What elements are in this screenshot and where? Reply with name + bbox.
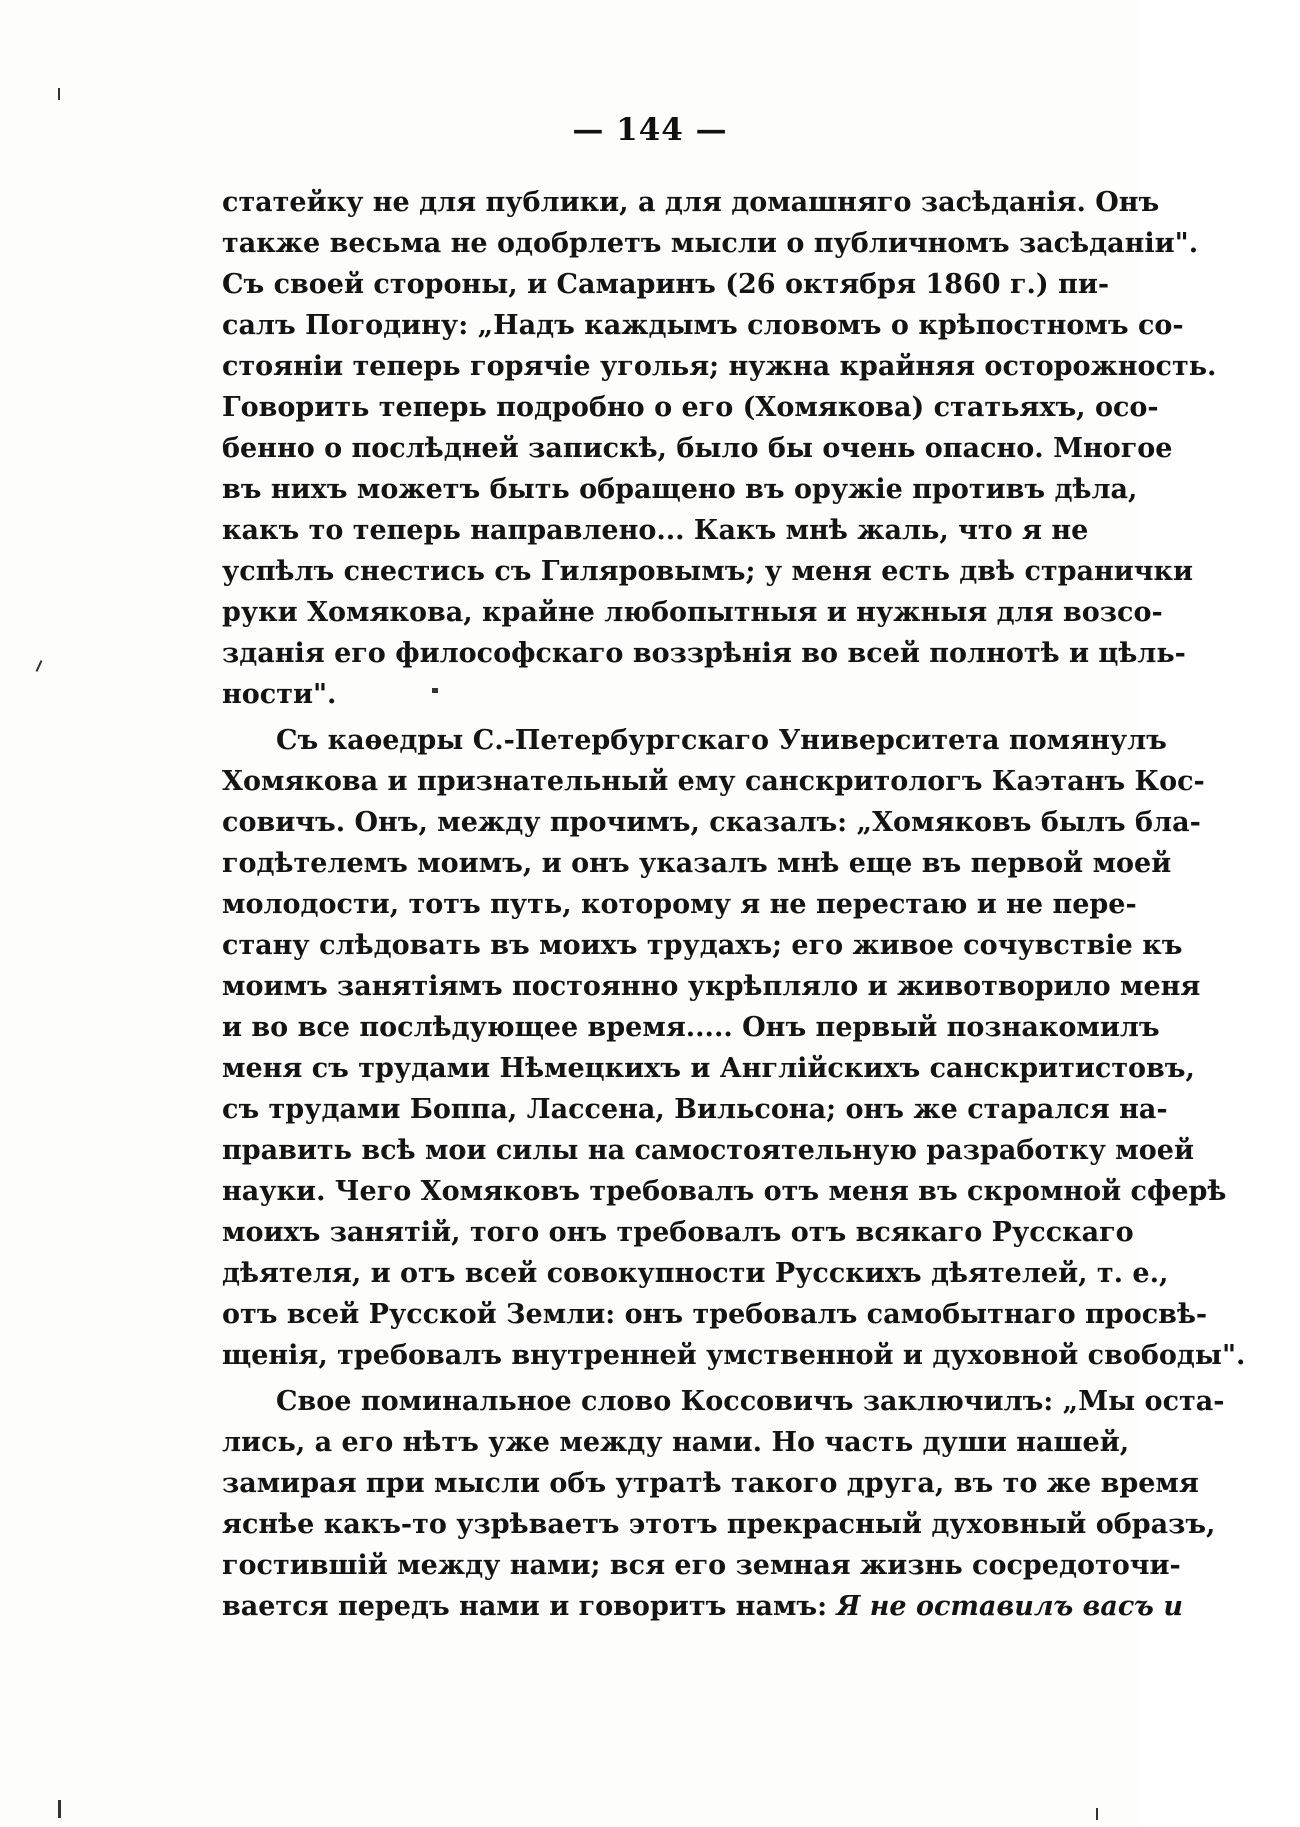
text-line-last bbox=[222, 1586, 1183, 1627]
body-text bbox=[222, 182, 1246, 1627]
text-line: зданія его философскаго воззрѣнія во всей полнотѣ и цѣль- bbox=[222, 638, 1186, 669]
italic-segment: Я не оставилъ васъ и bbox=[836, 1591, 1183, 1622]
text-line: править всѣ мои силы на самостоятельную разработку моей bbox=[222, 1135, 1194, 1166]
text-line: яснѣе какъ-то узрѣваетъ этотъ прекрасный духовный образъ, bbox=[222, 1509, 1216, 1540]
text-line: дѣятеля, и отъ всей совокупности Русскихъ дѣятелей, т. е., bbox=[222, 1258, 1169, 1289]
page-number: — 144 — bbox=[572, 112, 728, 148]
text-line: стану слѣдовать въ моихъ трудахъ; его живое сочувствіе къ bbox=[222, 930, 1183, 961]
text-line: Говорить теперь подробно о его (Хомякова) статьяхъ, осо- bbox=[222, 392, 1159, 423]
text-line: бенно о послѣдней запискѣ, было бы очень опасно. Многое bbox=[222, 433, 1173, 464]
text-line: моимъ занятіямъ постоянно укрѣпляло и животворило меня bbox=[222, 971, 1201, 1002]
text-line: меня съ трудами Нѣмецкихъ и Англійскихъ санскритистовъ, bbox=[222, 1053, 1195, 1084]
text-line: въ нихъ можетъ быть обращено въ оружіе противъ дѣла, bbox=[222, 474, 1138, 505]
scan-mark bbox=[58, 1800, 61, 1818]
text-line: Свое поминальное слово Коссовичъ заключилъ: „Мы оста- bbox=[276, 1386, 1225, 1417]
text-line: совичъ. Онъ, между прочимъ, сказалъ: „Хомяковъ былъ бла- bbox=[222, 807, 1201, 838]
text-line: науки. Чего Хомяковъ требовалъ отъ меня въ скромной сферѣ bbox=[222, 1176, 1227, 1207]
text-line: стояніи теперь горячіе уголья; нужна крайняя осторожность. bbox=[222, 351, 1217, 382]
text-line: гостившій между нами; вся его земная жизнь сосредоточи- bbox=[222, 1550, 1181, 1581]
text-line: моихъ занятій, того онъ требовалъ отъ всякаго Русскаго bbox=[222, 1217, 1134, 1248]
text-line: и во все послѣдующее время..... Онъ первый познакомилъ bbox=[222, 1012, 1160, 1043]
scan-mark bbox=[432, 688, 438, 693]
text-line: какъ то теперь направлено... Какъ мнѣ жаль, что я не bbox=[222, 515, 1089, 546]
text-line: молодости, тотъ путь, которому я не перестаю и не пере- bbox=[222, 889, 1137, 920]
text-segment: вается передъ нами и говоритъ намъ: bbox=[222, 1591, 828, 1622]
text-line: также весьма не одобрлетъ мысли о публичномъ засѣданіи". bbox=[222, 228, 1199, 259]
text-line: замирая при мысли объ утратѣ такого друга, въ то же время bbox=[222, 1468, 1199, 1499]
text-line: салъ Погодину: „Надъ каждымъ словомъ о крѣпостномъ со- bbox=[222, 310, 1184, 341]
scan-mark bbox=[36, 660, 43, 672]
text-line: руки Хомякова, крайне любопытныя и нужныя для возсо- bbox=[222, 597, 1163, 628]
scan-mark bbox=[58, 88, 60, 100]
text-line: отъ всей Русской Земли: онъ требовалъ самобытнаго просвѣ- bbox=[222, 1299, 1208, 1330]
text-line: статейку не для публики, а для домашняго засѣданія. Онъ bbox=[222, 187, 1160, 218]
text-line: лись, а его нѣтъ уже между нами. Но часть души нашей, bbox=[222, 1427, 1130, 1458]
text-line: годѣтелемъ моимъ, и онъ указалъ мнѣ еще въ первой моей bbox=[222, 848, 1172, 879]
text-line: съ трудами Боппа, Лассена, Вильсона; онъ же старался на- bbox=[222, 1094, 1168, 1125]
text-line: Хомякова и признательный ему санскритологъ Каэтанъ Кос- bbox=[222, 766, 1205, 797]
text-line: Съ своей стороны, и Самаринъ (26 октября 1860 г.) пи- bbox=[222, 269, 1110, 300]
text-line: Съ каѳедры С.-Петербургскаго Университета помянулъ bbox=[276, 725, 1167, 756]
text-line: щенія, требовалъ внутренней умственной и духовной свободы". bbox=[222, 1340, 1246, 1371]
text-line: ности". bbox=[222, 679, 337, 710]
text-line: успѣлъ снестись съ Гиляровымъ; у меня есть двѣ странички bbox=[222, 556, 1194, 587]
scan-mark bbox=[1096, 1808, 1098, 1820]
